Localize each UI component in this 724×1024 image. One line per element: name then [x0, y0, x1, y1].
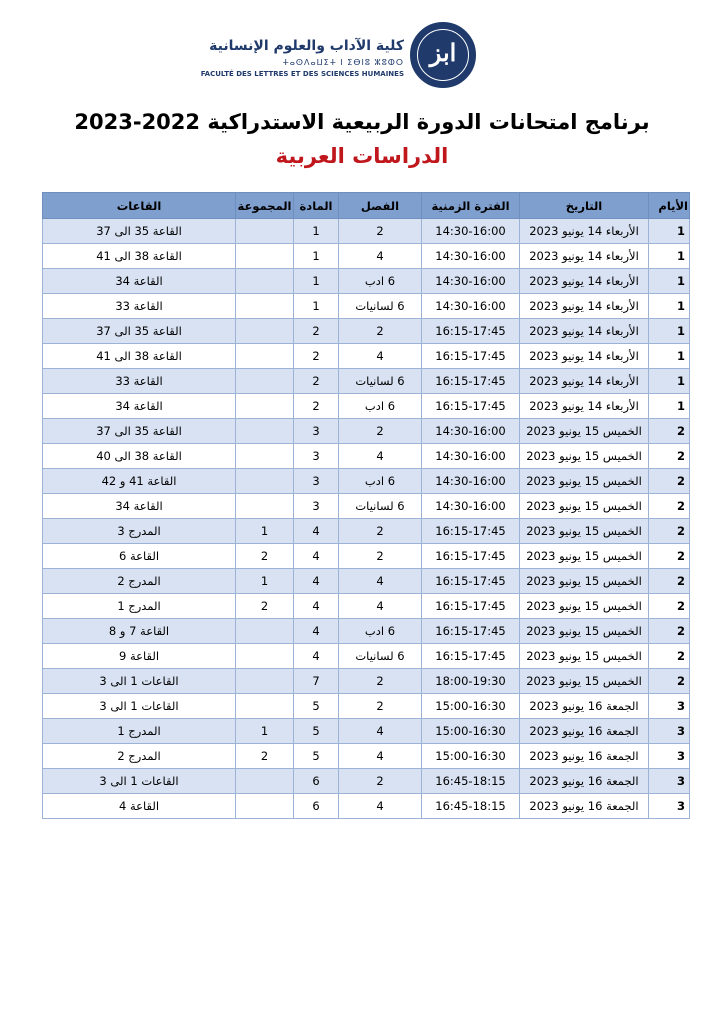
exam-schedule-table [42, 192, 690, 819]
cell-date: الجمعة 16 يونيو 2023 [520, 694, 649, 719]
table-row [43, 394, 690, 419]
table-row [43, 669, 690, 694]
cell-rooms: القاعة 6 [43, 544, 236, 569]
cell-group [236, 344, 294, 369]
cell-rooms: القاعة 41 و 42 [43, 469, 236, 494]
cell-subject: 2 [294, 319, 339, 344]
header-time: الفترة الزمنية [422, 193, 520, 219]
cell-day: 2 [649, 644, 690, 669]
cell-date: الأربعاء 14 يونيو 2023 [520, 369, 649, 394]
cell-day: 1 [649, 244, 690, 269]
cell-date: الأربعاء 14 يونيو 2023 [520, 219, 649, 244]
cell-subject: 3 [294, 494, 339, 519]
cell-semester: 2 [339, 669, 422, 694]
table-row [43, 644, 690, 669]
cell-day: 2 [649, 544, 690, 569]
cell-day: 2 [649, 594, 690, 619]
table-row [43, 569, 690, 594]
cell-group: 1 [236, 519, 294, 544]
cell-group [236, 269, 294, 294]
table-row [43, 469, 690, 494]
cell-rooms: القاعة 33 [43, 369, 236, 394]
cell-semester: 2 [339, 694, 422, 719]
cell-rooms: القاعة 34 [43, 269, 236, 294]
cell-semester: 2 [339, 319, 422, 344]
cell-subject: 5 [294, 694, 339, 719]
table-row [43, 294, 690, 319]
cell-time: 14:30-16:00 [422, 469, 520, 494]
table-row [43, 444, 690, 469]
cell-group [236, 294, 294, 319]
cell-date: الخميس 15 يونيو 2023 [520, 469, 649, 494]
cell-subject: 3 [294, 469, 339, 494]
cell-group [236, 769, 294, 794]
cell-time: 16:15-17:45 [422, 619, 520, 644]
cell-rooms: القاعة 38 الى 40 [43, 444, 236, 469]
cell-day: 3 [649, 794, 690, 819]
cell-rooms: القاعة 9 [43, 644, 236, 669]
table-row [43, 769, 690, 794]
cell-group [236, 619, 294, 644]
cell-day: 1 [649, 394, 690, 419]
cell-day: 1 [649, 369, 690, 394]
cell-semester: 6 ادب [339, 469, 422, 494]
cell-time: 14:30-16:00 [422, 494, 520, 519]
cell-group: 2 [236, 544, 294, 569]
cell-date: الأربعاء 14 يونيو 2023 [520, 394, 649, 419]
cell-rooms: القاعة 35 الى 37 [43, 319, 236, 344]
cell-subject: 3 [294, 419, 339, 444]
cell-date: الجمعة 16 يونيو 2023 [520, 744, 649, 769]
table-header-row [43, 193, 690, 219]
cell-time: 14:30-16:00 [422, 294, 520, 319]
faculty-name-arabic: كلية الآداب والعلوم الإنسانية [209, 38, 404, 54]
faculty-name-tifinagh: ⵜⴰⵙⴷⴰⵡⵉⵜ ⵏ ⵉⴱⵏⵓ ⵣⵓⵀⵔ [282, 58, 404, 67]
faculty-header [200, 22, 480, 86]
cell-time: 16:15-17:45 [422, 644, 520, 669]
table-body [43, 219, 690, 819]
cell-rooms: القاعة 38 الى 41 [43, 244, 236, 269]
cell-semester: 6 لسانيات [339, 369, 422, 394]
cell-rooms: القاعة 7 و 8 [43, 619, 236, 644]
cell-group: 2 [236, 594, 294, 619]
cell-day: 3 [649, 744, 690, 769]
cell-day: 1 [649, 319, 690, 344]
cell-subject: 6 [294, 769, 339, 794]
cell-group [236, 644, 294, 669]
cell-day: 3 [649, 719, 690, 744]
header-day: الأيام [649, 193, 690, 219]
cell-group [236, 394, 294, 419]
cell-group [236, 419, 294, 444]
cell-group: 1 [236, 569, 294, 594]
cell-subject: 2 [294, 394, 339, 419]
cell-semester: 2 [339, 519, 422, 544]
cell-time: 14:30-16:00 [422, 219, 520, 244]
cell-rooms: القاعة 35 الى 37 [43, 419, 236, 444]
cell-day: 2 [649, 569, 690, 594]
table-row [43, 619, 690, 644]
cell-date: الجمعة 16 يونيو 2023 [520, 719, 649, 744]
cell-subject: 4 [294, 619, 339, 644]
table-row [43, 269, 690, 294]
table-row [43, 744, 690, 769]
cell-date: الخميس 15 يونيو 2023 [520, 494, 649, 519]
cell-group [236, 494, 294, 519]
cell-day: 2 [649, 669, 690, 694]
cell-rooms: المدرج 2 [43, 744, 236, 769]
cell-rooms: القاعة 4 [43, 794, 236, 819]
cell-group: 1 [236, 719, 294, 744]
cell-date: الخميس 15 يونيو 2023 [520, 669, 649, 694]
cell-time: 16:15-17:45 [422, 319, 520, 344]
cell-subject: 1 [294, 244, 339, 269]
cell-group [236, 469, 294, 494]
cell-date: الجمعة 16 يونيو 2023 [520, 769, 649, 794]
cell-rooms: المدرج 2 [43, 569, 236, 594]
cell-semester: 4 [339, 569, 422, 594]
cell-time: 16:15-17:45 [422, 544, 520, 569]
cell-day: 2 [649, 494, 690, 519]
cell-subject: 2 [294, 369, 339, 394]
cell-date: الأربعاء 14 يونيو 2023 [520, 319, 649, 344]
cell-subject: 4 [294, 569, 339, 594]
cell-subject: 4 [294, 644, 339, 669]
cell-semester: 6 ادب [339, 394, 422, 419]
table-row [43, 494, 690, 519]
cell-date: الأربعاء 14 يونيو 2023 [520, 244, 649, 269]
cell-group [236, 219, 294, 244]
cell-group: 2 [236, 744, 294, 769]
cell-rooms: القاعة 34 [43, 394, 236, 419]
cell-subject: 4 [294, 594, 339, 619]
cell-group [236, 369, 294, 394]
header-semester: الفصل [339, 193, 422, 219]
table-row [43, 419, 690, 444]
cell-rooms: القاعة 35 الى 37 [43, 219, 236, 244]
cell-time: 16:45-18:15 [422, 794, 520, 819]
table-row [43, 369, 690, 394]
table-row [43, 694, 690, 719]
cell-date: الجمعة 16 يونيو 2023 [520, 794, 649, 819]
cell-day: 1 [649, 219, 690, 244]
header-rooms: القاعات [43, 193, 236, 219]
cell-group [236, 444, 294, 469]
cell-time: 16:15-17:45 [422, 394, 520, 419]
cell-date: الخميس 15 يونيو 2023 [520, 594, 649, 619]
cell-subject: 6 [294, 794, 339, 819]
cell-date: الخميس 15 يونيو 2023 [520, 444, 649, 469]
cell-date: الأربعاء 14 يونيو 2023 [520, 294, 649, 319]
cell-day: 1 [649, 294, 690, 319]
table-row [43, 344, 690, 369]
cell-subject: 4 [294, 544, 339, 569]
cell-time: 18:00-19:30 [422, 669, 520, 694]
cell-rooms: المدرج 1 [43, 594, 236, 619]
table-row [43, 719, 690, 744]
cell-subject: 3 [294, 444, 339, 469]
cell-rooms: المدرج 3 [43, 519, 236, 544]
table-row [43, 219, 690, 244]
cell-day: 3 [649, 769, 690, 794]
cell-time: 16:15-17:45 [422, 569, 520, 594]
cell-date: الأربعاء 14 يونيو 2023 [520, 269, 649, 294]
cell-day: 1 [649, 344, 690, 369]
cell-semester: 4 [339, 719, 422, 744]
cell-semester: 2 [339, 769, 422, 794]
cell-subject: 7 [294, 669, 339, 694]
cell-rooms: القاعات 1 الى 3 [43, 694, 236, 719]
cell-time: 15:00-16:30 [422, 719, 520, 744]
cell-subject: 1 [294, 294, 339, 319]
cell-semester: 4 [339, 444, 422, 469]
cell-semester: 4 [339, 344, 422, 369]
cell-rooms: القاعة 33 [43, 294, 236, 319]
table-row [43, 319, 690, 344]
cell-time: 14:30-16:00 [422, 244, 520, 269]
cell-date: الأربعاء 14 يونيو 2023 [520, 344, 649, 369]
header-date: التاريخ [520, 193, 649, 219]
cell-time: 14:30-16:00 [422, 444, 520, 469]
cell-semester: 2 [339, 544, 422, 569]
cell-day: 2 [649, 469, 690, 494]
cell-group [236, 669, 294, 694]
cell-date: الخميس 15 يونيو 2023 [520, 644, 649, 669]
cell-subject: 2 [294, 344, 339, 369]
header-group: المجموعة [236, 193, 294, 219]
cell-rooms: القاعات 1 الى 3 [43, 669, 236, 694]
cell-semester: 4 [339, 744, 422, 769]
cell-date: الخميس 15 يونيو 2023 [520, 544, 649, 569]
cell-time: 14:30-16:00 [422, 419, 520, 444]
cell-subject: 5 [294, 719, 339, 744]
cell-time: 14:30-16:00 [422, 269, 520, 294]
page-subtitle: الدراسات العربية [275, 144, 449, 168]
cell-semester: 2 [339, 219, 422, 244]
cell-day: 1 [649, 269, 690, 294]
cell-semester: 4 [339, 594, 422, 619]
table-row [43, 244, 690, 269]
cell-group [236, 794, 294, 819]
cell-subject: 1 [294, 219, 339, 244]
cell-date: الخميس 15 يونيو 2023 [520, 619, 649, 644]
cell-subject: 1 [294, 269, 339, 294]
table-row [43, 519, 690, 544]
cell-semester: 6 لسانيات [339, 644, 422, 669]
cell-day: 3 [649, 694, 690, 719]
cell-rooms: المدرج 1 [43, 719, 236, 744]
cell-semester: 6 لسانيات [339, 294, 422, 319]
cell-group [236, 244, 294, 269]
faculty-name-french: FACULTÉ DES LETTRES ET DES SCIENCES HUMAINES [200, 70, 404, 78]
cell-rooms: القاعة 34 [43, 494, 236, 519]
university-logo [410, 22, 476, 88]
cell-day: 2 [649, 444, 690, 469]
cell-day: 2 [649, 419, 690, 444]
cell-subject: 5 [294, 744, 339, 769]
cell-rooms: القاعة 38 الى 41 [43, 344, 236, 369]
cell-time: 16:15-17:45 [422, 594, 520, 619]
cell-date: الخميس 15 يونيو 2023 [520, 419, 649, 444]
table-row [43, 794, 690, 819]
table-row [43, 544, 690, 569]
cell-day: 2 [649, 619, 690, 644]
cell-semester: 6 ادب [339, 619, 422, 644]
table-row [43, 594, 690, 619]
cell-semester: 4 [339, 244, 422, 269]
logo-glyph: ابز [429, 38, 457, 67]
cell-date: الخميس 15 يونيو 2023 [520, 519, 649, 544]
cell-time: 16:15-17:45 [422, 369, 520, 394]
cell-time: 16:15-17:45 [422, 519, 520, 544]
cell-time: 15:00-16:30 [422, 694, 520, 719]
cell-time: 15:00-16:30 [422, 744, 520, 769]
cell-rooms: القاعات 1 الى 3 [43, 769, 236, 794]
cell-semester: 6 لسانيات [339, 494, 422, 519]
cell-semester: 2 [339, 419, 422, 444]
page-title: برنامج امتحانات الدورة الربيعية الاستدراكية 2022-2023 [74, 110, 650, 134]
cell-semester: 4 [339, 794, 422, 819]
header-subject: المادة [294, 193, 339, 219]
cell-time: 16:45-18:15 [422, 769, 520, 794]
cell-time: 16:15-17:45 [422, 344, 520, 369]
cell-semester: 6 ادب [339, 269, 422, 294]
cell-date: الخميس 15 يونيو 2023 [520, 569, 649, 594]
cell-group [236, 319, 294, 344]
cell-group [236, 694, 294, 719]
cell-subject: 4 [294, 519, 339, 544]
cell-day: 2 [649, 519, 690, 544]
